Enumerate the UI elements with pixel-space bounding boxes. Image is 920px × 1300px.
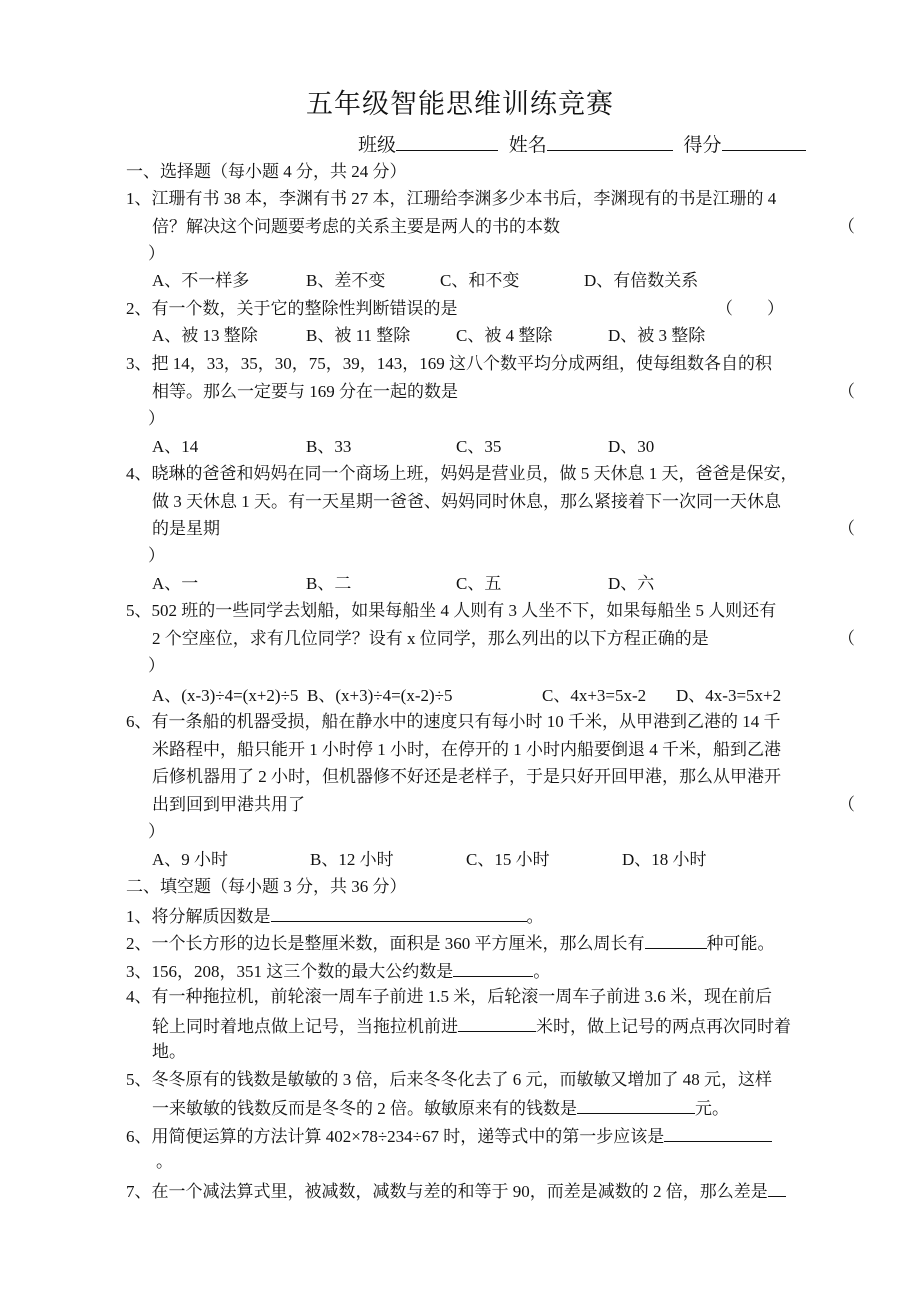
- fill-question: 2、一个长方形的边长是整厘米数，面积是 360 平方厘米，那么周长有 种可能。: [126, 934, 775, 953]
- option-d[interactable]: D、六: [608, 574, 655, 593]
- option-c[interactable]: C、15 小时: [466, 850, 550, 869]
- option-a[interactable]: A、(x-3)÷4=(x+2)÷5: [152, 686, 299, 705]
- option-b[interactable]: B、二: [306, 574, 352, 593]
- answer-blank[interactable]: [577, 1097, 695, 1114]
- option-d[interactable]: D、被 3 整除: [608, 326, 706, 345]
- answer-blank[interactable]: [458, 1015, 536, 1032]
- question-text: 5、502 班的一些同学去划船，如果每船坐 4 人则有 3 人坐不下，如果每船坐 5 人则还有: [126, 601, 777, 620]
- option-c[interactable]: C、35: [456, 437, 502, 456]
- answer-paren-close: ）: [148, 822, 165, 841]
- score-label: 得分: [683, 135, 722, 156]
- question-text: 3、把 14，33，35，30，75，39，143，169 这八个数平均分成两组，使每组数各自的积: [126, 354, 772, 373]
- option-d[interactable]: D、有倍数关系: [584, 271, 699, 290]
- section-heading: 二、填空题（每小题 3 分，共 36 分）: [126, 877, 407, 896]
- option-d[interactable]: D、4x-3=5x+2: [676, 686, 782, 705]
- name-field[interactable]: [547, 132, 673, 151]
- fill-question: 3、156，208，351 这三个数的最大公约数是 。: [126, 962, 551, 981]
- option-b[interactable]: B、被 11 整除: [306, 326, 411, 345]
- answer-paren-open: （: [838, 629, 855, 648]
- answer-paren-open: （: [838, 382, 855, 401]
- option-a[interactable]: A、9 小时: [152, 850, 229, 869]
- answer-blank[interactable]: [453, 960, 533, 977]
- question-text: 2 个空座位，求有几位同学？设有 x 位同学，那么列出的以下方程正确的是: [152, 629, 709, 648]
- fill-question: 轮上同时着地点做上记号，当拖拉机前进 米时，做上记号的两点再次同时着: [152, 1017, 791, 1036]
- answer-blank[interactable]: [664, 1125, 772, 1142]
- question-text: 相等。那么一定要与 169 分在一起的数是: [152, 382, 458, 401]
- answer-paren-open: （: [838, 795, 855, 814]
- answer-paren-close: ）: [148, 244, 165, 263]
- answer-paren-close: ）: [148, 546, 165, 565]
- question-text: 6、有一条船的机器受损，船在静水中的速度只有每小时 10 千米，从甲港到乙港的 14 千: [126, 712, 781, 731]
- option-c[interactable]: C、和不变: [440, 271, 520, 290]
- option-c[interactable]: C、被 4 整除: [456, 326, 553, 345]
- option-a[interactable]: A、不一样多: [152, 271, 250, 290]
- option-a[interactable]: A、14: [152, 437, 199, 456]
- exam-title: 五年级智能思维训练竞赛: [306, 89, 614, 120]
- answer-paren-open: （: [838, 217, 855, 236]
- question-text: 做 3 天休息 1 天。有一天星期一爸爸、妈妈同时休息，那么紧接着下一次同一天休息: [152, 492, 781, 511]
- fill-question: 一来敏敏的钱数反而是冬冬的 2 倍。敏敏原来有的钱数是 元。: [152, 1099, 729, 1118]
- fill-question: 5、冬冬原有的钱数是敏敏的 3 倍，后来冬冬化去了 6 元，而敏敏又增加了 48 元，这样: [126, 1070, 772, 1089]
- answer-paren-close: ）: [148, 656, 165, 675]
- answer-paren-close: ）: [148, 409, 165, 428]
- answer-blank[interactable]: [768, 1180, 786, 1197]
- option-a[interactable]: A、被 13 整除: [152, 326, 258, 345]
- class-field[interactable]: [396, 132, 498, 151]
- option-b[interactable]: B、(x+3)÷4=(x-2)÷5: [307, 686, 453, 705]
- fill-question-end: 。: [156, 1152, 173, 1171]
- fill-question: 6、用简便运算的方法计算 402×78÷234÷67 时，递等式中的第一步应该是: [126, 1125, 772, 1147]
- answer-paren: （ ）: [716, 299, 784, 318]
- option-c[interactable]: C、4x+3=5x-2: [542, 686, 647, 705]
- fill-question: 1、将分解质因数是 。: [126, 907, 544, 926]
- question-text: 的是星期: [152, 519, 220, 538]
- option-b[interactable]: B、33: [306, 437, 352, 456]
- question-text: 出到回到甲港共用了: [152, 795, 305, 814]
- question-text: 后修机器用了 2 小时，但机器修不好还是老样子，于是只好开回甲港，那么从甲港开: [152, 767, 781, 786]
- option-d[interactable]: D、30: [608, 437, 655, 456]
- fill-question: 地。: [152, 1042, 186, 1061]
- option-b[interactable]: B、12 小时: [310, 850, 394, 869]
- option-b[interactable]: B、差不变: [306, 271, 386, 290]
- option-c[interactable]: C、五: [456, 574, 502, 593]
- question-text: 米路程中，船只能开 1 小时停 1 小时，在停开的 1 小时内船要倒退 4 千米，船到乙港: [152, 740, 781, 759]
- option-d[interactable]: D、18 小时: [622, 850, 707, 869]
- option-a[interactable]: A、一: [152, 574, 199, 593]
- fill-question: 4、有一种拖拉机，前轮滚一周车子前进 1.5 米，后轮滚一周车子前进 3.6 米，现在前后: [126, 987, 772, 1006]
- score-field[interactable]: [722, 132, 806, 151]
- section-heading: 一、选择题（每小题 4 分，共 24 分）: [126, 162, 407, 181]
- question-text: 1、江珊有书 38 本，李渊有书 27 本，江珊给李渊多少本书后，李渊现有的书是江珊的 4: [126, 189, 777, 208]
- question-text: 4、晓琳的爸爸和妈妈在同一个商场上班，妈妈是营业员，做 5 天休息 1 天，爸爸是保安，: [126, 464, 798, 483]
- answer-blank[interactable]: [271, 905, 527, 922]
- fill-question: 7、在一个减法算式里，被减数，减数与差的和等于 90，而差是减数的 2 倍，那么差是: [126, 1180, 786, 1202]
- class-label: 班级: [358, 135, 397, 156]
- question-text: 倍？解决这个问题要考虑的关系主要是两人的书的本数: [152, 217, 560, 236]
- question-text: 2、有一个数，关于它的整除性判断错误的是: [126, 299, 458, 318]
- name-label: 姓名: [508, 135, 547, 156]
- student-info-header: [358, 130, 806, 157]
- answer-blank[interactable]: [645, 932, 707, 949]
- answer-paren-open: （: [838, 519, 855, 538]
